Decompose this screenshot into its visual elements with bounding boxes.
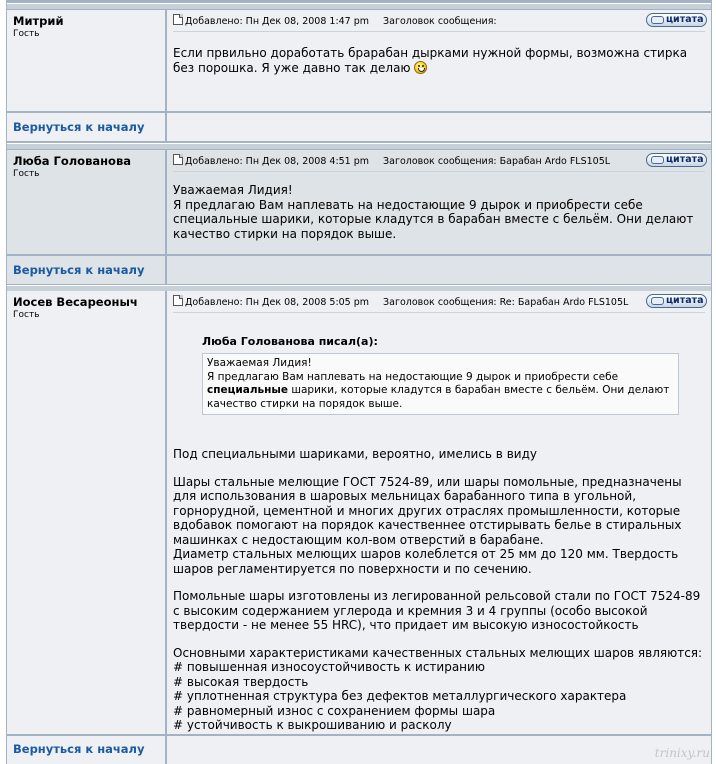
speech-bubble-icon — [651, 297, 664, 305]
quote-line: Уважаемая Лидия! — [207, 357, 312, 369]
back-to-top-link[interactable]: Вернуться к началу — [13, 742, 145, 756]
post-footer-row — [7, 113, 711, 141]
post-details — [173, 14, 705, 28]
site-watermark: trinixy.ru — [654, 746, 710, 760]
author-name[interactable]: Иосев Весареоныч — [13, 295, 138, 309]
post-icon[interactable] — [173, 14, 183, 25]
post-text-line: Я предлагаю Вам наплевать на недостающие 9 дырок и приобрести себе специальные шарики, которые кладутся в барабан вместе с бельём. Они делают качество стирки на порядок выше. — [173, 197, 694, 241]
quote-button-label: цитата — [666, 154, 704, 165]
bullet-item: # уплотненная структура без дефектов металлургического характера — [173, 689, 627, 703]
author-name[interactable]: Митрий — [13, 14, 64, 28]
paragraph: Под специальными шариками, вероятно, имелись в виду — [173, 447, 537, 461]
quote-line: Я предлагаю Вам наплевать на недостающие 9 дырок и приобрести себе — [207, 370, 619, 383]
paragraph: Шары стальные мелющие ГОСТ 7524-89, или шары помольные, предназначены для использования в шаровых мельницах барабанного типа в угольной, горнорудной, цементной и многих других отраслях промышленности, которые вдобавок помогают на порядок качественнее отстирывать белье в стиральных машинках с недостающим кол-вом отверстий в барабане. — [173, 474, 682, 547]
post-subject: Заголовок сообщения: — [383, 16, 497, 27]
post-date: Добавлено: Пн Дек 08, 2008 4:51 pm — [185, 156, 370, 167]
bullet-item: # повышенная износоустойчивость к истиранию — [173, 660, 485, 674]
post-author-cell — [7, 150, 165, 254]
quote-text-box — [202, 353, 679, 415]
back-to-top-cell — [7, 736, 165, 764]
post-body-cell — [167, 150, 711, 254]
post-details — [173, 154, 705, 168]
post-footer-spacer — [167, 256, 711, 284]
quote-button[interactable] — [646, 294, 707, 308]
quote-author: Люба Голованова писал(а): — [202, 335, 378, 348]
back-to-top-cell — [7, 256, 165, 284]
post-row — [7, 150, 711, 254]
quote-line-rest: шарики, которые кладутся в барабан вместе с бельём. Они делают качество стирки на порядок выше. — [207, 384, 670, 410]
forum-topic-table — [6, 0, 712, 764]
paragraph: Помольные шары изготовлены из легированной рельсовой стали по ГОСТ 7524-89 с высоким содержанием углерода и кремния 3 и 4 группы (особо высокой твердости - не менее 55 HRC), что придает им высокую износостойкость — [173, 589, 701, 632]
post-body-cell — [167, 291, 711, 734]
quote-button[interactable] — [646, 13, 707, 27]
post-subject: Заголовок сообщения: Барабан Ardo FLS105L — [383, 156, 611, 167]
speech-bubble-icon — [651, 156, 664, 164]
post-body-cell — [167, 10, 711, 111]
post-divider — [173, 31, 705, 32]
post-date: Добавлено: Пн Дек 08, 2008 1:47 pm — [185, 16, 370, 27]
quote-bold-word: специальные — [207, 384, 289, 396]
post-details — [173, 295, 705, 309]
post-text — [173, 183, 705, 241]
bullet-item: # устойчивость к выкрошиванию и расколу — [173, 718, 452, 732]
author-name[interactable]: Люба Голованова — [13, 154, 131, 168]
paragraph: Диаметр стальных мелющих шаров колеблется от 25 мм до 120 мм. Твердость шаров регламентируется по поверхности и по сечению. — [173, 547, 679, 576]
post-divider — [173, 312, 705, 313]
quote-button-label: цитата — [666, 295, 704, 306]
post-text-content: Если првильно доработать брарабан дырками нужной формы, возможна стирка без порошка. Я уже давно так делаю — [173, 46, 688, 75]
smile-icon — [414, 61, 427, 74]
post-footer-row — [7, 256, 711, 284]
back-to-top-link[interactable]: Вернуться к началу — [13, 263, 145, 277]
post-author-cell — [7, 10, 165, 111]
post-footer-row — [7, 736, 711, 764]
quote-block — [202, 335, 679, 415]
author-rank: Гость — [13, 29, 40, 39]
bullet-item: # высокая твердость — [173, 674, 309, 689]
post-text-line: Уважаемая Лидия! — [173, 183, 293, 197]
speech-bubble-icon — [651, 16, 664, 24]
post-footer-spacer — [167, 736, 711, 764]
post-author-cell — [7, 291, 165, 734]
post-row — [7, 291, 711, 734]
post-icon[interactable] — [173, 154, 183, 165]
quote-button[interactable] — [646, 153, 707, 167]
bullet-item: # равномерный износ с сохранением формы шара — [173, 703, 496, 718]
back-to-top-link[interactable]: Вернуться к началу — [13, 120, 145, 134]
post-text — [173, 46, 705, 75]
post-date: Добавлено: Пн Дек 08, 2008 5:05 pm — [185, 297, 370, 308]
post-text — [173, 447, 705, 733]
author-rank: Гость — [13, 310, 40, 320]
post-icon[interactable] — [173, 295, 183, 306]
row-separator — [7, 143, 711, 149]
paragraph: Основными характеристиками качественных стальных мелющих шаров являются: — [173, 645, 703, 660]
author-rank: Гость — [13, 169, 40, 179]
post-divider — [173, 171, 705, 172]
quote-line — [207, 384, 674, 411]
post-subject: Заголовок сообщения: Re: Барабан Ardo FLS105L — [383, 297, 629, 308]
post-row — [7, 10, 711, 111]
post-footer-spacer — [167, 113, 711, 141]
row-separator — [7, 3, 711, 9]
back-to-top-cell — [7, 113, 165, 141]
quote-button-label: цитата — [666, 14, 704, 25]
